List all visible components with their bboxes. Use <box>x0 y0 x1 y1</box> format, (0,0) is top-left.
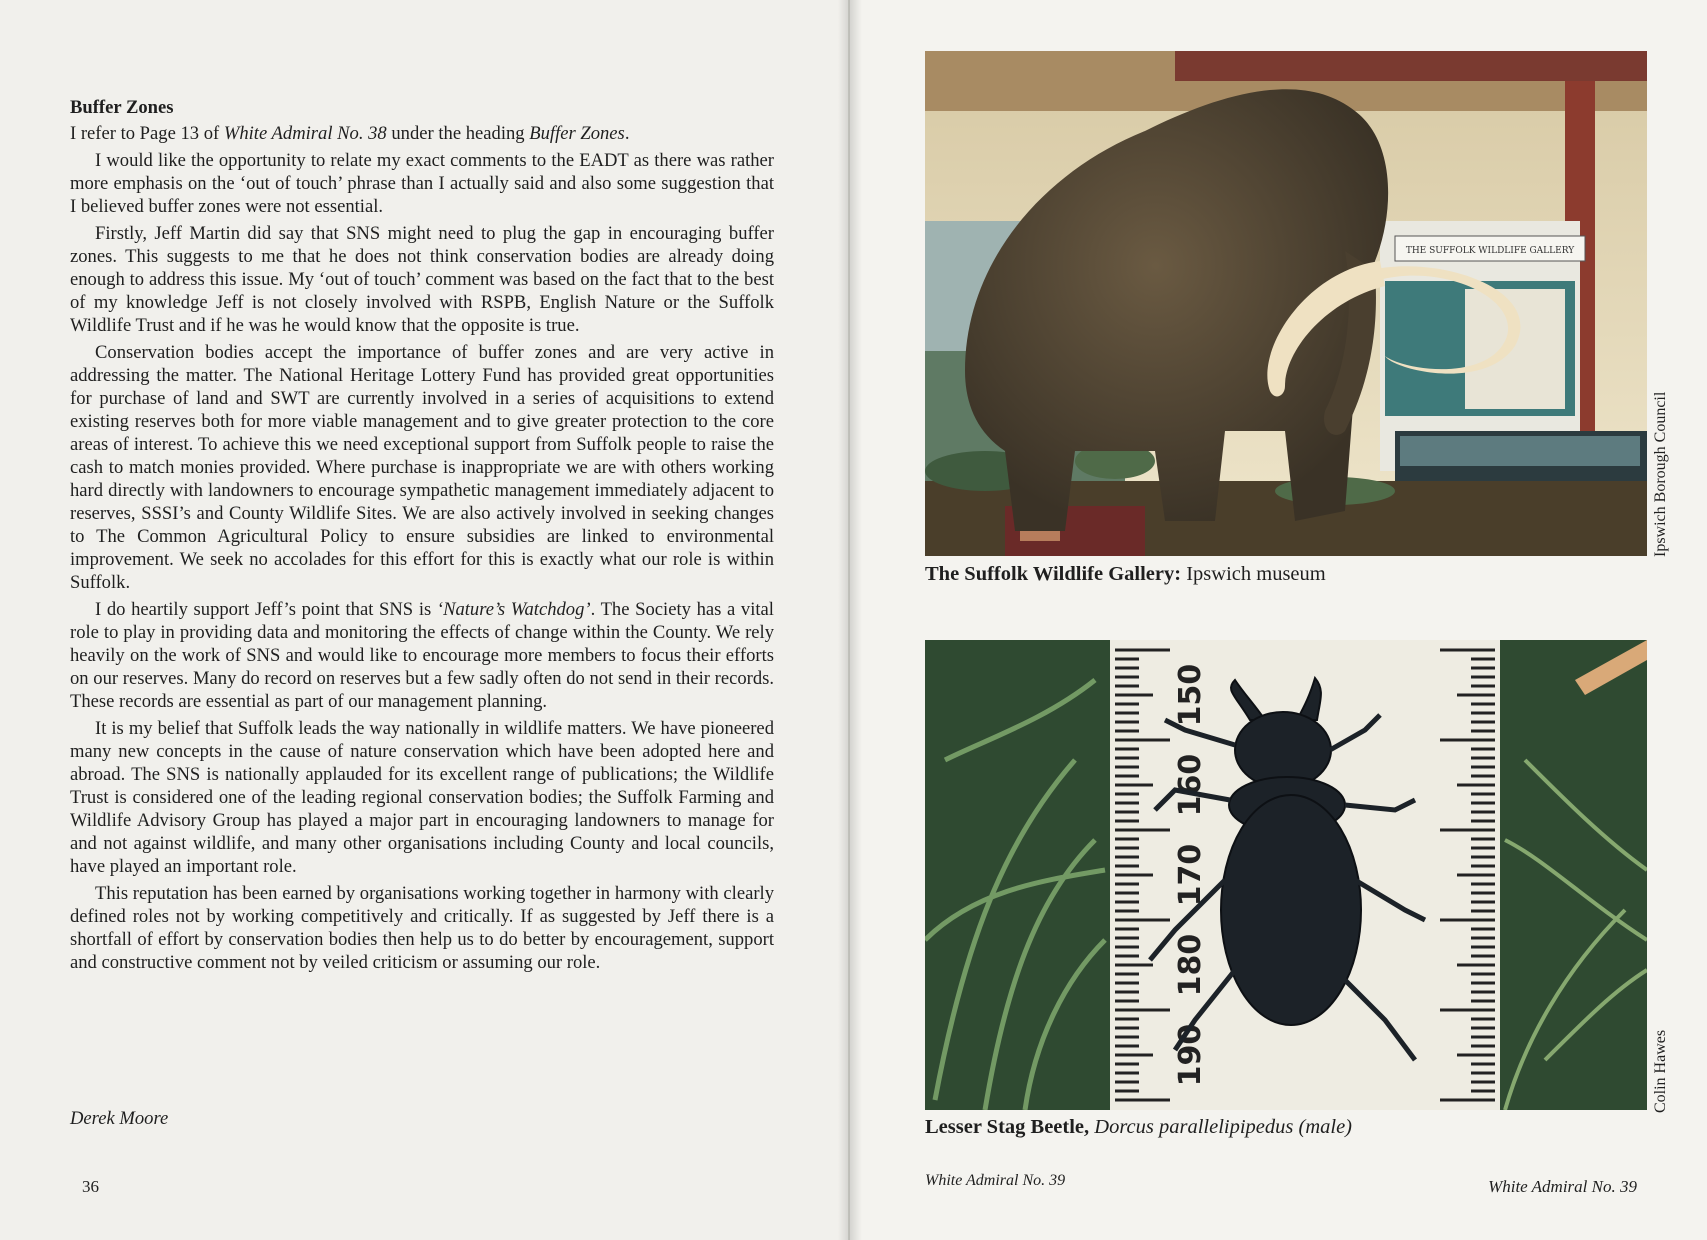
watchdog-text-a: I do heartily support Jeff’s point that SNS is <box>95 599 437 620</box>
photo-credit-mammoth: Ipswich Borough Council <box>1652 391 1669 557</box>
letter-article <box>70 96 774 978</box>
ruler-label: 170 <box>1173 843 1208 907</box>
intro-text-e: . <box>624 123 630 144</box>
caption-beetle-species: Dorcus parallelipipedus (male) <box>1089 1116 1353 1138</box>
footer-journal-title: White Admiral No. 39 <box>1488 1177 1637 1196</box>
caption-mammoth <box>925 563 1326 586</box>
paragraph: Firstly, Jeff Martin did say that SNS might need to plug the gap in encouraging buffer zones. This suggests to me that he does not think conservation bodies are already doing enough to address this issue. My ‘out of touch’ comment was based on the fact that to the best of my knowledge Jeff is not closely involved with RSPB, English Nature or the Suffolk Wildlife Trust and if he was he would know that the opposite is true. <box>70 223 774 336</box>
page-number: 36 <box>82 1177 99 1196</box>
caption-mammoth-title: The Suffolk Wildlife Gallery: <box>925 563 1182 585</box>
caption-mammoth-location: Ipswich museum <box>1181 563 1326 585</box>
intro-journal-ref: White Admiral No. 38 <box>223 123 387 144</box>
gallery-sign: THE SUFFOLK WILDLIFE GALLERY <box>1405 246 1575 256</box>
ruler-label: 180 <box>1173 933 1208 997</box>
ruler-label: 160 <box>1173 753 1208 817</box>
beetle-illustration <box>925 640 1647 1110</box>
mammoth-illustration <box>925 51 1647 556</box>
author-signature: Derek Moore <box>70 1108 169 1129</box>
beetle-photo <box>925 640 1647 1110</box>
paragraph: This reputation has been earned by organisations working together in harmony with clearly defined roles not by working competitively and critically. If as suggested by Jeff there is a shortfall of effort by conservation bodies then help us to do better by encouragement, support and constructive comment not by veiled criticism or assuming our role. <box>70 883 774 973</box>
mammoth-photo <box>925 51 1647 556</box>
watchdog-text-c: . The Society has a vital role to play in providing data and monitoring the effects of change within the County. We rely heavily on the work of SNS and would like to encourage more members to focus their efforts on our reserves. Many do record on reserves but a few sadly often do not send in their records. These records are essential as part of our management planning. <box>70 599 774 712</box>
caption-beetle <box>925 1116 1352 1139</box>
paragraph: Conservation bodies accept the importance of buffer zones and are very active in addressing the matter. The National Heritage Lottery Fund has provided great opportunities for purchase of land and SWT are currently involved in a series of acquisitions to extend existing reserves both for more viable management and to give greater protection to the core areas of interest. To achieve this we need exceptional support from Suffolk people to raise the cash to match monies provided. Where purchase is inappropriate we are with others working hard directly with landowners to encourage sympathetic management immediately adjacent to reserves, SSSI’s and County Wildlife Sites. We are also actively involved in seeking changes to The Common Agricultural Policy to ensure subsidies are linked to environmental improvement. We seek no accolades for this effort for this is exactly what our role is within Suffolk. <box>70 342 774 593</box>
intro-heading-ref: Buffer Zones <box>529 123 625 144</box>
article-intro <box>70 122 774 145</box>
intro-text-a: I refer to Page 13 of <box>70 123 224 144</box>
paragraph-watchdog <box>70 598 774 713</box>
ruler-label: 190 <box>1173 1023 1208 1087</box>
watchdog-quote: ‘Nature’s Watchdog’ <box>436 599 591 620</box>
paragraph: It is my belief that Suffolk leads the way nationally in wildlife matters. We have pioneered many new concepts in the cause of nature conservation which have been adopted here and abroad. The SNS is nationally applauded for its excellent range of publications; the Wildlife Trust is considered one of the leading regional conservation bodies; the Suffolk Farming and Wildlife Advisory Group has played a major part in encouraging landowners to manage for and not against wildlife, and many other organisations including County and local councils, have played an important role. <box>70 718 774 877</box>
paragraph: I would like the opportunity to relate my exact comments to the EADT as there was rather more emphasis on the ‘out of touch’ phrase than I actually said and also some suggestion that I believed buffer zones were not essential. <box>70 150 774 217</box>
intro-text-c: under the heading <box>386 123 530 144</box>
footer-journal-title-right: White Admiral No. 39 <box>925 1172 1066 1189</box>
caption-beetle-common-name: Lesser Stag Beetle, <box>925 1116 1090 1138</box>
ruler-label: 150 <box>1173 663 1208 727</box>
photo-credit-beetle: Colin Hawes <box>1652 1029 1669 1113</box>
article-heading: Buffer Zones <box>70 97 174 118</box>
page-gutter <box>838 0 862 1240</box>
